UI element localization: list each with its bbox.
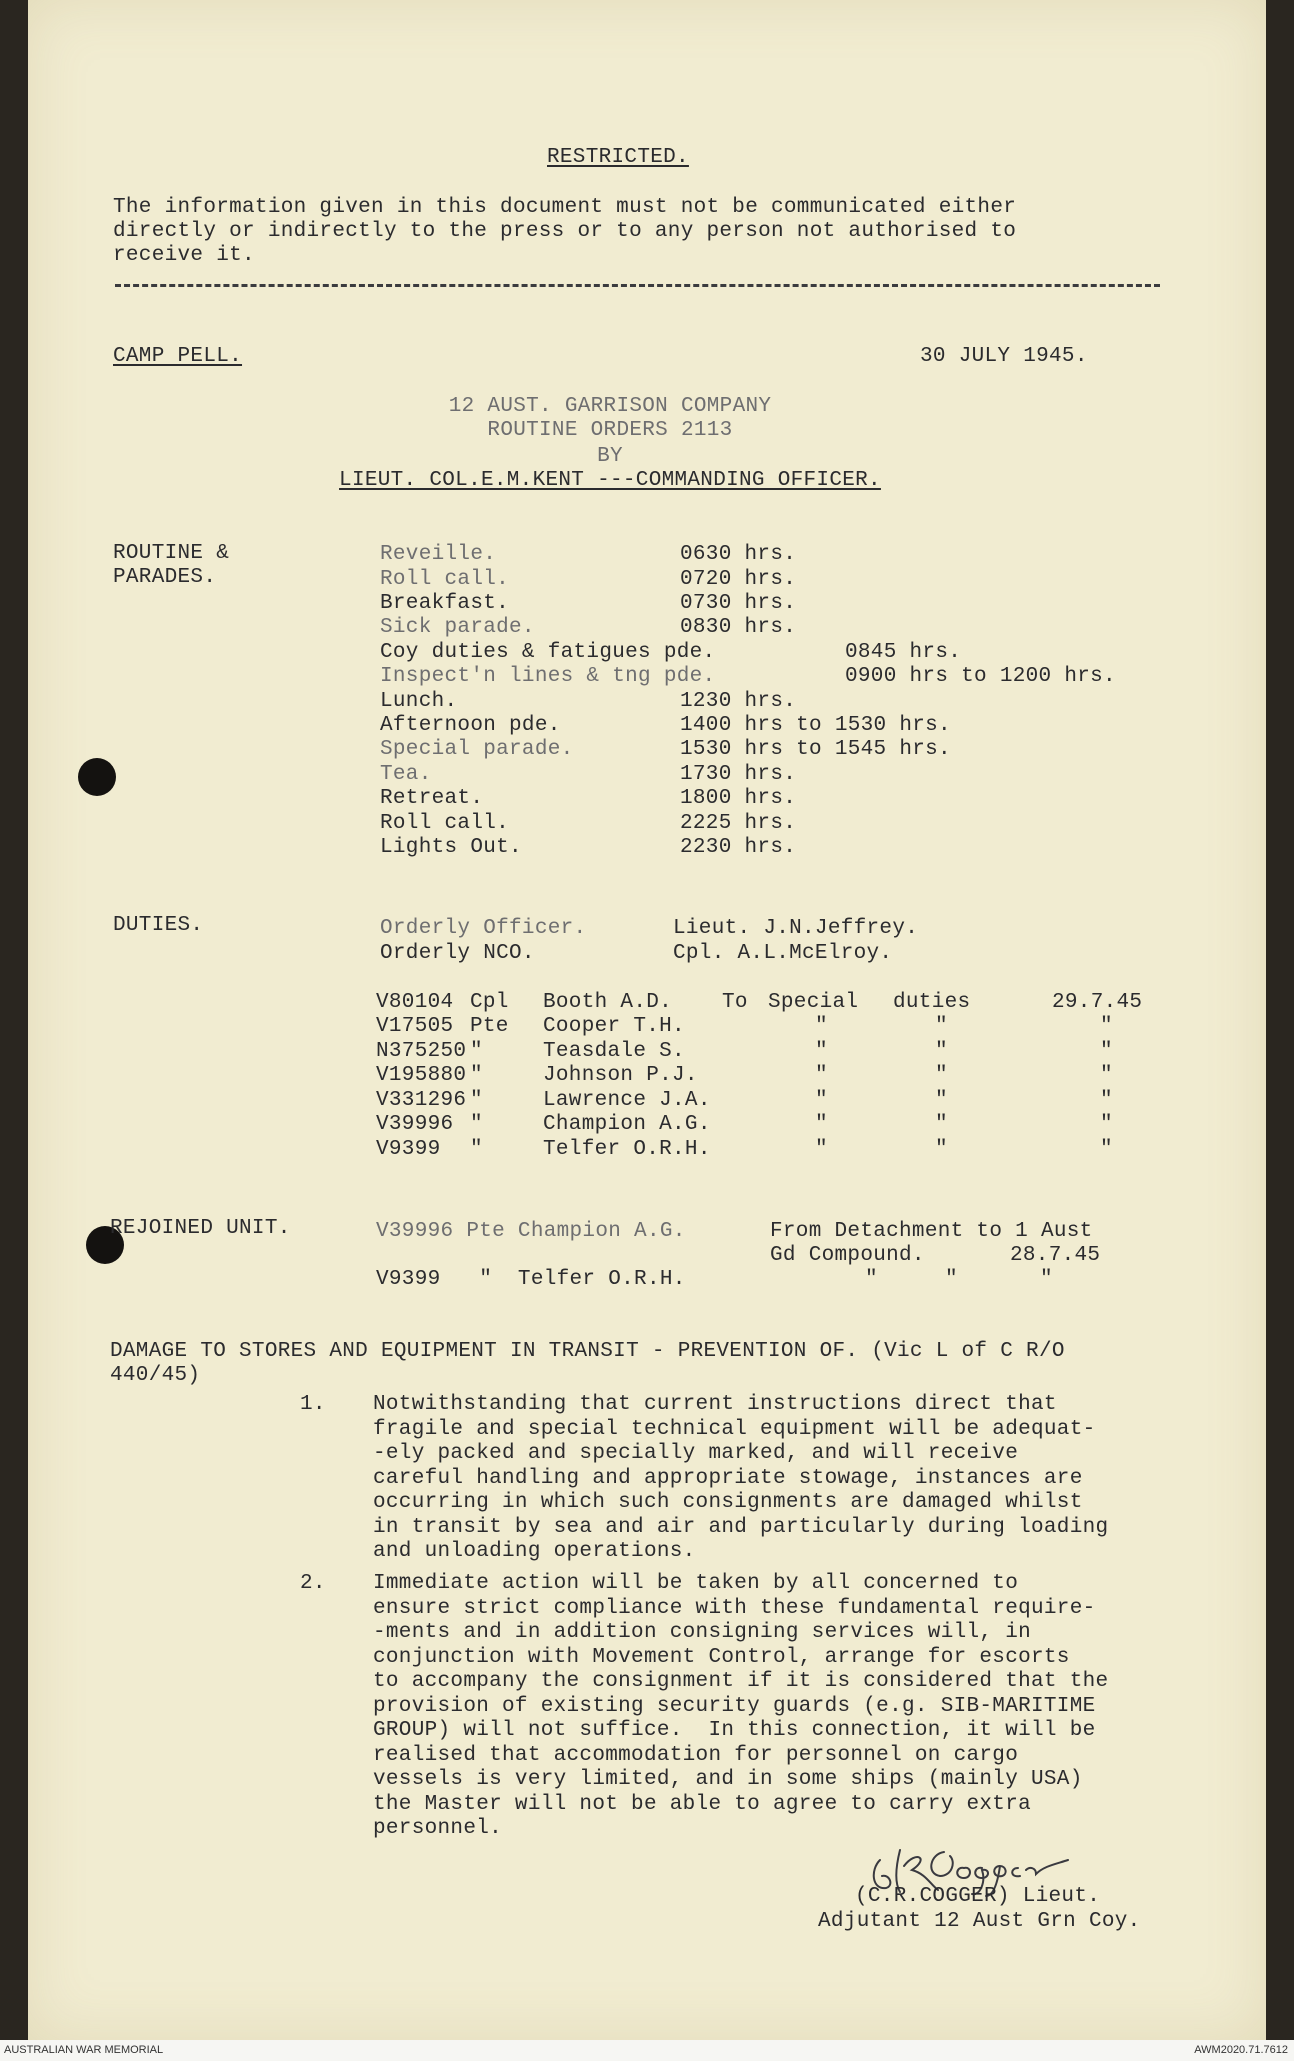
- routine-label: Inspect'n lines & tng pde.: [380, 665, 716, 688]
- section-heading: DUTIES.: [113, 914, 204, 937]
- duty-text: ": [815, 1138, 828, 1161]
- unit-title: 12 AUST. GARRISON COMPANY: [448, 395, 772, 418]
- duty-text: ": [815, 1113, 828, 1136]
- duty-text: ": [935, 1040, 948, 1063]
- paragraph-line: conjunction with Movement Control, arrange for escorts: [373, 1645, 1070, 1669]
- paragraph-line: fragile and special technical equipment will be adequat-: [373, 1417, 1096, 1441]
- paragraph-line: careful handling and appropriate stowage, instances are: [373, 1466, 1083, 1490]
- routine-label: Breakfast.: [380, 592, 510, 615]
- paragraph-line: and unloading operations.: [373, 1540, 696, 1563]
- service-number: V195880: [376, 1064, 467, 1087]
- orders-title: ROUTINE ORDERS 2113: [487, 419, 733, 442]
- signatory-name: (C.R.COGGER) Lieut.: [855, 1885, 1101, 1908]
- paragraph-line: vessels is very limited, and in some ships (mainly USA): [373, 1768, 1083, 1791]
- archive-footer: [0, 2040, 1294, 2061]
- duty-text: ": [935, 1138, 948, 1161]
- member-name: Telfer O.R.H.: [543, 1138, 711, 1161]
- routine-time: 0730 hrs.: [680, 592, 797, 615]
- paragraph-line: -ely packed and specially marked, and will receive: [373, 1442, 1019, 1465]
- duty-text: ": [815, 1040, 828, 1063]
- paragraph-number: 2.: [300, 1572, 326, 1595]
- notice-line: directly or indirectly to the press or to any person not authorised to: [113, 220, 1017, 243]
- orderly-officer-label: Orderly Officer.: [380, 917, 587, 940]
- paragraph-line: to accompany the consignment if it is considered that the: [373, 1670, 1109, 1693]
- rank: ": [470, 1138, 483, 1161]
- duty-date: ": [1100, 1138, 1113, 1161]
- duty-text: ": [815, 1015, 828, 1038]
- service-number: V17505: [376, 1015, 454, 1038]
- routine-time: 1730 hrs.: [680, 763, 797, 786]
- duty-date: ": [1100, 1113, 1113, 1136]
- rejoined-row: V9399 " Telfer O.R.H.: [376, 1268, 686, 1291]
- section-heading: REJOINED UNIT.: [110, 1217, 291, 1240]
- duty-date: ": [1100, 1064, 1113, 1087]
- divider: [115, 284, 1160, 287]
- routine-label: Sick parade.: [380, 616, 535, 639]
- duty-text: ": [935, 1015, 948, 1038]
- routine-time: 0630 hrs.: [680, 543, 797, 566]
- duty-date: ": [1100, 1089, 1113, 1112]
- orderly-officer: Lieut. J.N.Jeffrey.: [673, 917, 919, 940]
- member-name: Cooper T.H.: [543, 1015, 685, 1038]
- paragraph-line: Immediate action will be taken by all concerned to: [373, 1572, 1019, 1595]
- routine-time: 0900 hrs to 1200 hrs.: [845, 665, 1116, 688]
- routine-time: 1400 hrs to 1530 hrs.: [680, 714, 951, 737]
- paragraph-line: provision of existing security guards (e.g. SIB-MARITIME: [373, 1694, 1096, 1718]
- routine-label: Roll call.: [380, 812, 510, 835]
- duty-text: ": [815, 1064, 828, 1087]
- routine-time: 0830 hrs.: [680, 616, 797, 639]
- rank: ": [470, 1113, 483, 1136]
- routine-time: 0720 hrs.: [680, 568, 797, 591]
- rank: Pte: [470, 1015, 509, 1038]
- paragraph-line: the Master will not be able to agree to carry extra: [373, 1792, 1032, 1816]
- orderly-nco-label: Orderly NCO.: [380, 942, 535, 965]
- routine-label: Afternoon pde.: [380, 714, 561, 737]
- duty-text: ": [815, 1089, 828, 1112]
- duty-text: Special: [768, 991, 859, 1014]
- punch-hole: [78, 758, 116, 796]
- routine-label: Coy duties & fatigues pde.: [380, 641, 716, 664]
- document-date: 30 JULY 1945.: [920, 345, 1088, 368]
- member-name: Lawrence J.A.: [543, 1089, 711, 1112]
- member-name: Teasdale S.: [543, 1040, 685, 1063]
- paragraph-line: GROUP) will not suffice. In this connection, it will be: [373, 1719, 1096, 1742]
- duty-text: duties: [893, 991, 971, 1014]
- section-heading: ROUTINE &: [113, 542, 230, 565]
- paragraph-line: realised that accommodation for personnel on cargo: [373, 1743, 1019, 1767]
- location: CAMP PELL.: [113, 345, 243, 368]
- classification-heading: RESTRICTED.: [547, 146, 689, 169]
- duty-text: ": [935, 1113, 948, 1136]
- section-heading: 440/45): [110, 1364, 201, 1387]
- rank: ": [470, 1040, 483, 1063]
- signatory-title: Adjutant 12 Aust Grn Coy.: [818, 1910, 1141, 1933]
- routine-time: 2225 hrs.: [680, 812, 797, 835]
- rejoined-detail: Gd Compound.: [770, 1244, 925, 1267]
- routine-time: 1230 hrs.: [680, 690, 797, 713]
- commanding-officer: LIEUT. COL.E.M.KENT ---COMMANDING OFFICER.: [339, 469, 881, 492]
- ditto-mark: ": [945, 1268, 958, 1291]
- duty-text: To: [722, 991, 748, 1014]
- paragraph-line: ensure strict compliance with these fundamental require-: [373, 1596, 1096, 1620]
- rank: ": [470, 1064, 483, 1087]
- duty-date: ": [1100, 1040, 1113, 1063]
- service-number: V331296: [376, 1089, 467, 1112]
- title-by: BY: [597, 445, 623, 468]
- routine-time: 2230 hrs.: [680, 836, 797, 859]
- service-number: N375250: [376, 1040, 467, 1063]
- notice-line: receive it.: [113, 244, 255, 267]
- section-heading: DAMAGE TO STORES AND EQUIPMENT IN TRANSIT - PREVENTION OF. (Vic L of C R/O: [110, 1340, 1065, 1363]
- notice-line: The information given in this document must not be communicated either: [113, 196, 1017, 219]
- duty-date: 29.7.45: [1052, 991, 1143, 1014]
- routine-time: 0845 hrs.: [845, 641, 962, 664]
- member-name: Johnson P.J.: [543, 1064, 698, 1087]
- duty-text: ": [935, 1089, 948, 1112]
- routine-label: Lights Out.: [380, 836, 522, 859]
- routine-time: 1800 hrs.: [680, 787, 797, 810]
- rank: ": [470, 1089, 483, 1112]
- paragraph-line: personnel.: [373, 1817, 503, 1840]
- ditto-mark: ": [865, 1268, 878, 1291]
- duty-date: ": [1100, 1015, 1113, 1038]
- section-heading: PARADES.: [113, 566, 217, 589]
- routine-label: Reveille.: [380, 543, 497, 566]
- routine-label: Tea.: [380, 763, 432, 786]
- service-number: V39996: [376, 1113, 454, 1136]
- orderly-nco: Cpl. A.L.McElroy.: [673, 942, 893, 965]
- duty-text: ": [935, 1064, 948, 1087]
- paragraph-line: in transit by sea and air and particularly during loading: [373, 1515, 1109, 1539]
- rejoined-detail: From Detachment to 1 Aust: [770, 1220, 1093, 1243]
- rejoined-date: 28.7.45: [1010, 1244, 1101, 1267]
- member-name: Booth A.D.: [543, 991, 673, 1014]
- ditto-mark: ": [1040, 1268, 1053, 1291]
- routine-label: Retreat.: [380, 787, 484, 810]
- footer-reference: AWM2020.71.7612: [1194, 2044, 1288, 2056]
- service-number: V9399: [376, 1138, 441, 1161]
- rejoined-row: V39996 Pte Champion A.G.: [376, 1220, 686, 1243]
- footer-source: AUSTRALIAN WAR MEMORIAL: [4, 2044, 164, 2056]
- paragraph-line: occurring in which such consignments are damaged whilst: [373, 1491, 1083, 1514]
- routine-label: Lunch.: [380, 690, 458, 713]
- paragraph-line: Notwithstanding that current instructions direct that: [373, 1393, 1057, 1416]
- rank: Cpl: [470, 991, 509, 1014]
- paragraph-line: -ments and in addition consigning services will, in: [373, 1621, 1032, 1644]
- routine-label: Roll call.: [380, 568, 510, 591]
- paragraph-number: 1.: [300, 1393, 326, 1416]
- routine-time: 1530 hrs to 1545 hrs.: [680, 738, 951, 761]
- service-number: V80104: [376, 991, 454, 1014]
- routine-label: Special parade.: [380, 738, 574, 761]
- member-name: Champion A.G.: [543, 1113, 711, 1136]
